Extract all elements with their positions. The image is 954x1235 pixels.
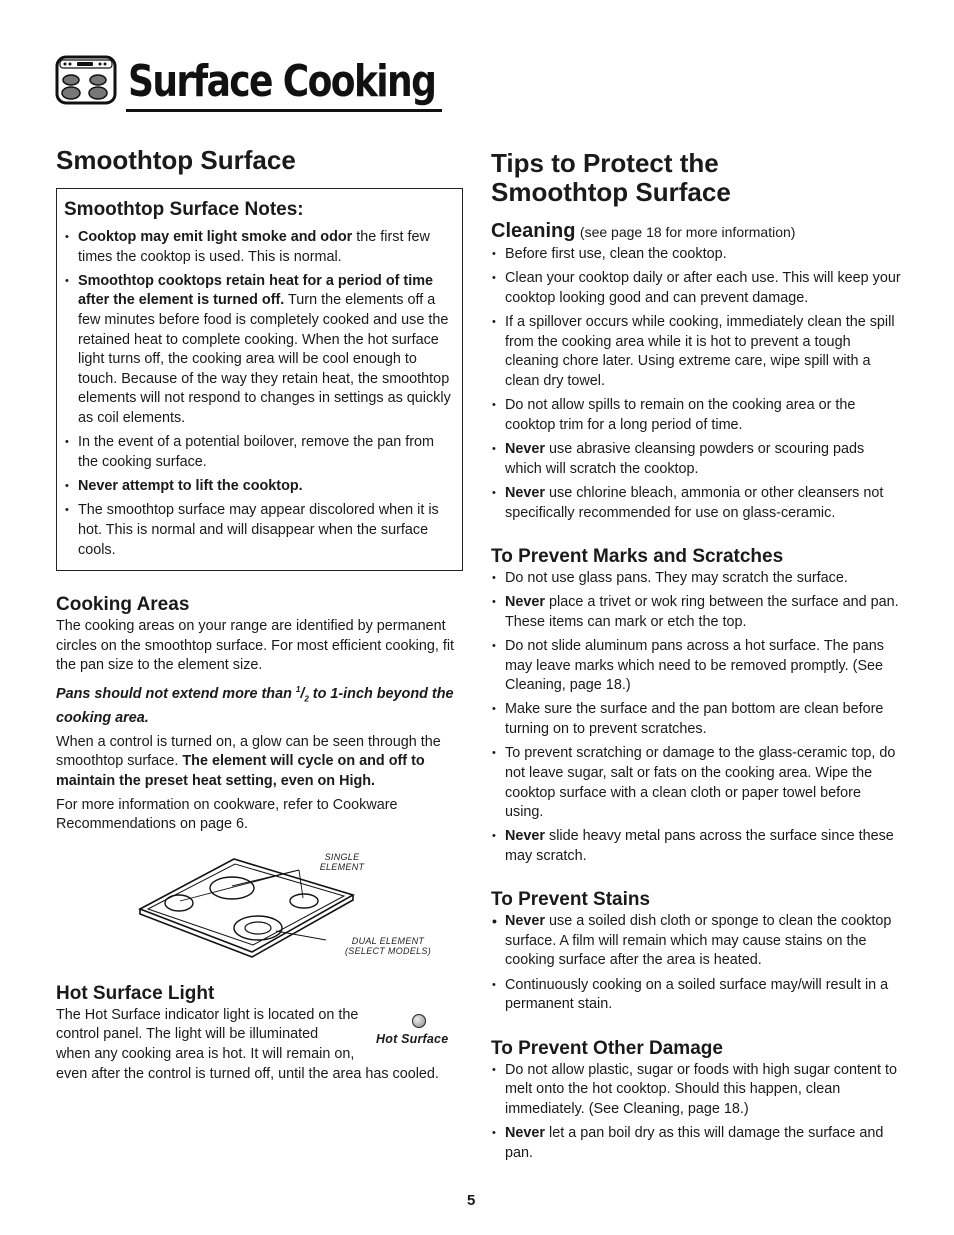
tips-title: Tips to Protect the Smoothtop Surface — [491, 148, 731, 207]
list-item: • Do not slide aluminum pans across a hot surface. The pans may leave marks which need to be removed promptly. (See Cleaning, page 18.) — [491, 637, 901, 696]
marks-list — [491, 569, 901, 867]
cleaning-heading: Cleaning — [491, 220, 576, 242]
list-item: • Do not use glass pans. They may scratch the surface. — [491, 569, 901, 589]
list-item: • If a spillover occurs while cooking, immediately clean the spill from the cooking area while it is hot to prevent a tough cleaning chore later. Using extreme care, wipe spill with a clean dry towel. — [491, 313, 901, 391]
list-item: • Never slide heavy metal pans across the surface since these may scratch. — [491, 827, 901, 866]
cookware-reference: For more information on cookware, refer to Cookware Recommendations on page 6. — [56, 796, 398, 833]
list-item: • In the event of a potential boilover, remove the pan from the cooking surface. — [64, 433, 454, 472]
indicator-label: Hot Surface — [376, 1031, 449, 1046]
cleaning-list — [491, 245, 901, 523]
list-item: • Cooktop may emit light smoke and odor the first few times the cooktop is used. This is normal. — [64, 228, 454, 267]
hot-surface-line: control panel. The light will be illuminated — [56, 1026, 319, 1043]
hot-surface-heading: Hot Surface Light — [56, 982, 215, 1004]
dual-element-label: DUAL ELEMENT (SELECT MODELS) — [344, 935, 431, 956]
hot-surface-line: even after the control is turned off, until the area has cooled. — [56, 1065, 439, 1082]
hot-surface-block — [56, 1006, 463, 1084]
title-underline — [126, 109, 442, 112]
list-item: • Never use chlorine bleach, ammonia or other cleansers not specifically recommended for use on glass-ceramic. — [491, 484, 901, 523]
list-item: • Never use a soiled dish cloth or sponge to clean the cooktop surface. A film will remain which may cause stains on the cooking surface after the area is heated. — [491, 912, 901, 971]
marks-heading: To Prevent Marks and Scratches — [491, 545, 784, 567]
cooking-areas-heading: Cooking Areas — [56, 594, 190, 616]
hot-surface-line: when any cooking area is hot. It will remain on, — [56, 1046, 355, 1063]
cleaning-heading-row — [491, 219, 901, 245]
hot-surface-indicator — [376, 1014, 466, 1058]
list-item: • Clean your cooktop daily or after each use. This will keep your cooktop looking good and can prevent damage. — [491, 269, 901, 308]
list-item: • Never use abrasive cleansing powders or scouring pads which will scratch the cooktop. — [491, 440, 901, 479]
other-damage-heading: To Prevent Other Damage — [491, 1037, 723, 1059]
hot-surface-line: The Hot Surface indicator light is located on the — [56, 1006, 359, 1023]
list-item: • To prevent scratching or damage to the glass-ceramic top, do not leave sugar, salt or fats on the cooking area. Wipe the cooktop surface with a clean cloth or paper towel before using. — [491, 744, 901, 822]
cleaning-note: (see page 18 for more information) — [579, 224, 796, 240]
indicator-light-icon — [412, 1014, 426, 1028]
page-title: Surface Cooking — [128, 56, 436, 107]
pan-size-warning: Pans should not extend more than $^1/_2$ to 1-inch beyond the cooking area. — [56, 685, 454, 727]
stains-heading: To Prevent Stains — [491, 889, 651, 911]
list-item: • Before first use, clean the cooktop. — [491, 245, 901, 265]
range-cooktop-icon — [54, 54, 118, 106]
right-column — [491, 149, 901, 1168]
list-item: • Never attempt to lift the cooktop. — [64, 477, 454, 497]
list-item: • Do not allow spills to remain on the cooking area or the cooktop trim for a long period of time. — [491, 396, 901, 435]
glow-text: When a control is turned on, a glow can be seen through the smoothtop surface. The element will cycle on and off to maintain the preset heat setting, even on High. — [56, 733, 441, 790]
cooking-areas-text: The cooking areas on your range are identified by permanent circles on the smoothtop surface. For most efficient cooking, fit the pan size to the element size. — [56, 618, 455, 674]
list-item: • Never let a pan boil dry as this will damage the surface and pan. — [491, 1124, 901, 1163]
list-item: • Make sure the surface and the pan bottom are clean before turning on to prevent scratches. — [491, 700, 901, 739]
left-column — [56, 146, 463, 1084]
single-element-label: SINGLE ELEMENT — [319, 851, 365, 872]
notes-list — [64, 228, 454, 560]
list-item: • The smoothtop surface may appear discolored when it is hot. This is normal and will disappear when the surface cools. — [64, 501, 454, 560]
list-item: • Do not allow plastic, sugar or foods with high sugar content to melt onto the hot cooktop. Should this happen, clean immediately. (See Cleaning, page 18.) — [491, 1061, 901, 1120]
other-damage-list — [491, 1061, 901, 1164]
page-header — [54, 54, 436, 116]
list-item: • Continuously cooking on a soiled surface may/will result in a permanent stain. — [491, 976, 901, 1015]
list-item: • Never place a trivet or wok ring between the surface and pan. These items can mark or etch the top. — [491, 593, 901, 632]
notes-heading: Smoothtop Surface Notes: — [64, 199, 304, 220]
smoothtop-notes-box — [56, 188, 463, 571]
cooktop-diagram — [56, 843, 463, 971]
page-number: 5 — [467, 1192, 476, 1209]
list-item: • Smoothtop cooktops retain heat for a period of time after the element is turned off. Turn the elements off a few minutes before food is completely cooked and use the retained heat to complete cooking. When the hot surface light turns off, the cooking area will be cool enough to touch. Because of the way they retain heat, the smoothtop elements will not respond to changes in settings as quickly as coil elements. — [64, 272, 454, 429]
smoothtop-surface-title: Smoothtop Surface — [56, 145, 296, 175]
stains-list — [491, 912, 901, 1015]
